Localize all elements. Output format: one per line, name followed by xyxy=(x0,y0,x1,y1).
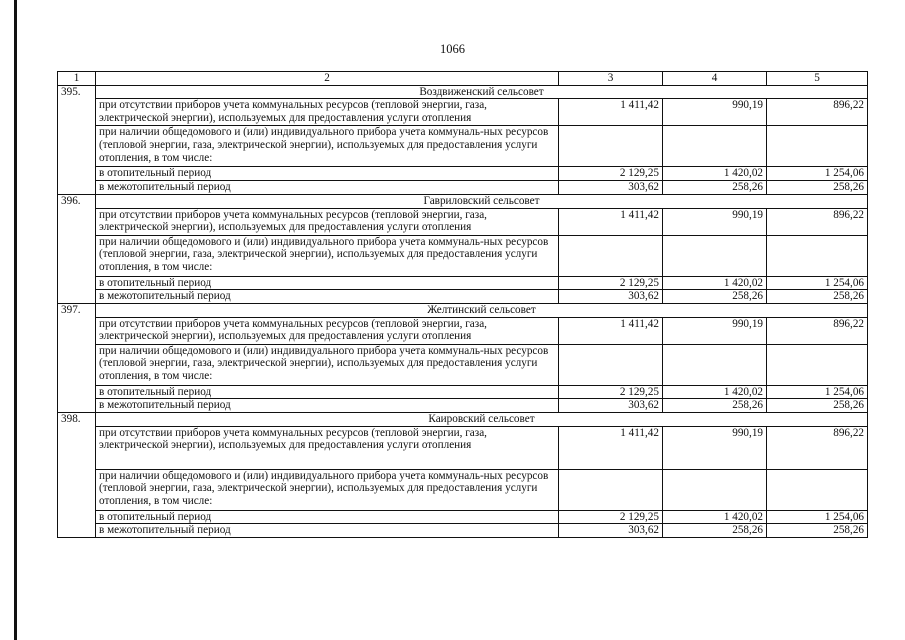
value-col-4 xyxy=(663,344,767,385)
value-col-3: 2 129,25 xyxy=(559,385,663,399)
value-col-4: 258,26 xyxy=(663,399,767,413)
table-row xyxy=(58,276,868,290)
value-col-3 xyxy=(559,126,663,167)
row-description: при отсутствии приборов учета коммунальных ресурсов (тепловой энергии, газа, электрической энергии), используемых для предоставления услуги отопления xyxy=(96,208,559,235)
value-col-4 xyxy=(663,126,767,167)
table-row xyxy=(58,235,868,276)
value-col-4: 258,26 xyxy=(663,290,767,304)
value-col-5 xyxy=(767,235,868,276)
section-title: Желтинский сельсовет xyxy=(96,303,868,317)
section-title: Воздвиженский сельсовет xyxy=(96,85,868,99)
value-col-4: 990,19 xyxy=(663,99,767,126)
value-col-4: 258,26 xyxy=(663,181,767,195)
section-number: 398. xyxy=(58,413,96,538)
table-row xyxy=(58,344,868,385)
table-row xyxy=(58,167,868,181)
value-col-4 xyxy=(663,235,767,276)
table-row xyxy=(58,99,868,126)
column-header-1: 1 xyxy=(58,72,96,86)
row-description: в отопительный период xyxy=(96,385,559,399)
tariff-table xyxy=(57,71,868,538)
row-description: при отсутствии приборов учета коммунальных ресурсов (тепловой энергии, газа, электрической энергии), используемых для предоставления услуги отопления xyxy=(96,99,559,126)
value-col-5 xyxy=(767,126,868,167)
row-description: при наличии общедомового и (или) индивидуального прибора учета коммуналь-ных ресурсов (тепловой энергии, газа, электрической энергии), используемых для предоставления услуги отопления, в том числе: xyxy=(96,126,559,167)
section-title: Гавриловский сельсовет xyxy=(96,194,868,208)
row-description: в межотопительный период xyxy=(96,399,559,413)
section-title-row xyxy=(58,194,868,208)
value-col-3 xyxy=(559,344,663,385)
value-col-3: 1 411,42 xyxy=(559,99,663,126)
column-header-4: 4 xyxy=(663,72,767,86)
row-description: в отопительный период xyxy=(96,510,559,524)
value-col-3: 1 411,42 xyxy=(559,208,663,235)
value-col-3: 2 129,25 xyxy=(559,167,663,181)
table-row xyxy=(58,399,868,413)
value-col-5: 258,26 xyxy=(767,181,868,195)
row-description: при отсутствии приборов учета коммунальных ресурсов (тепловой энергии, газа, электрической энергии), используемых для предоставления услуги отопления xyxy=(96,426,559,469)
table-row xyxy=(58,426,868,469)
value-col-4 xyxy=(663,469,767,510)
left-margin-rule xyxy=(14,0,17,640)
value-col-3: 1 411,42 xyxy=(559,317,663,344)
row-description: при наличии общедомового и (или) индивидуального прибора учета коммуналь-ных ресурсов (тепловой энергии, газа, электрической энергии), используемых для предоставления услуги отопления, в том числе: xyxy=(96,344,559,385)
value-col-3: 303,62 xyxy=(559,181,663,195)
value-col-3 xyxy=(559,469,663,510)
section-number: 397. xyxy=(58,303,96,412)
value-col-4: 1 420,02 xyxy=(663,167,767,181)
row-description: в межотопительный период xyxy=(96,290,559,304)
value-col-4: 1 420,02 xyxy=(663,276,767,290)
value-col-3: 1 411,42 xyxy=(559,426,663,469)
value-col-5 xyxy=(767,344,868,385)
row-description: при отсутствии приборов учета коммунальных ресурсов (тепловой энергии, газа, электрической энергии), используемых для предоставления услуги отопления xyxy=(96,317,559,344)
value-col-5: 1 254,06 xyxy=(767,276,868,290)
value-col-5: 1 254,06 xyxy=(767,385,868,399)
tariff-table-body xyxy=(58,72,868,538)
value-col-3: 303,62 xyxy=(559,290,663,304)
table-row xyxy=(58,317,868,344)
column-header-5: 5 xyxy=(767,72,868,86)
value-col-4: 1 420,02 xyxy=(663,510,767,524)
value-col-5: 258,26 xyxy=(767,524,868,538)
value-col-5: 896,22 xyxy=(767,426,868,469)
table-row xyxy=(58,290,868,304)
value-col-4: 258,26 xyxy=(663,524,767,538)
column-header-2: 2 xyxy=(96,72,559,86)
value-col-5: 896,22 xyxy=(767,208,868,235)
value-col-3: 303,62 xyxy=(559,399,663,413)
table-row xyxy=(58,469,868,510)
value-col-4: 990,19 xyxy=(663,208,767,235)
value-col-5: 1 254,06 xyxy=(767,167,868,181)
value-col-5: 896,22 xyxy=(767,99,868,126)
value-col-3: 2 129,25 xyxy=(559,510,663,524)
value-col-4: 990,19 xyxy=(663,426,767,469)
value-col-3 xyxy=(559,235,663,276)
section-title: Каировский сельсовет xyxy=(96,413,868,427)
table-row xyxy=(58,524,868,538)
table-row xyxy=(58,208,868,235)
table-row xyxy=(58,181,868,195)
value-col-4: 1 420,02 xyxy=(663,385,767,399)
row-description: в межотопительный период xyxy=(96,524,559,538)
table-row xyxy=(58,385,868,399)
value-col-3: 2 129,25 xyxy=(559,276,663,290)
section-title-row xyxy=(58,303,868,317)
value-col-5: 258,26 xyxy=(767,399,868,413)
value-col-5 xyxy=(767,469,868,510)
section-title-row xyxy=(58,413,868,427)
row-description: при наличии общедомового и (или) индивидуального прибора учета коммуналь-ных ресурсов (тепловой энергии, газа, электрической энергии), используемых для предоставления услуги отопления, в том числе: xyxy=(96,235,559,276)
table-row xyxy=(58,126,868,167)
column-number-row xyxy=(58,72,868,86)
value-col-5: 896,22 xyxy=(767,317,868,344)
value-col-5: 1 254,06 xyxy=(767,510,868,524)
column-header-3: 3 xyxy=(559,72,663,86)
value-col-3: 303,62 xyxy=(559,524,663,538)
row-description: в отопительный период xyxy=(96,167,559,181)
value-col-5: 258,26 xyxy=(767,290,868,304)
page-number: 1066 xyxy=(440,42,465,56)
row-description: при наличии общедомового и (или) индивидуального прибора учета коммуналь-ных ресурсов (тепловой энергии, газа, электрической энергии), используемых для предоставления услуги отопления, в том числе: xyxy=(96,469,559,510)
section-number: 396. xyxy=(58,194,96,303)
section-number: 395. xyxy=(58,85,96,194)
row-description: в отопительный период xyxy=(96,276,559,290)
value-col-4: 990,19 xyxy=(663,317,767,344)
section-title-row xyxy=(58,85,868,99)
row-description: в межотопительный период xyxy=(96,181,559,195)
table-row xyxy=(58,510,868,524)
